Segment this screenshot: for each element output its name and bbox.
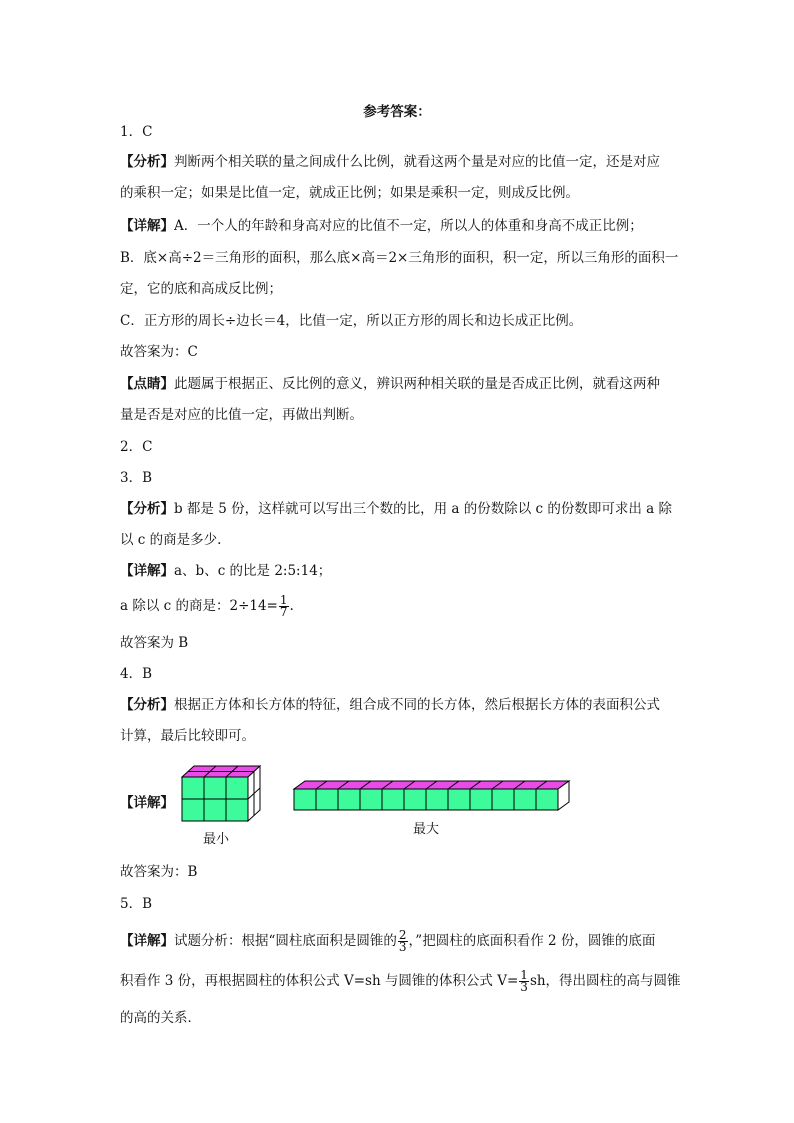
detail-tag: 【详解】: [120, 933, 174, 949]
detail-tag: 【详解】: [120, 218, 174, 234]
analysis-text: 根据正方体和长方体的特征，组合成不同的长方体，然后根据长方体的表面积公式: [174, 697, 660, 713]
remark-1-cont: 量是否是对应的比值一定，再做出判断。: [120, 407, 363, 423]
conclusion-4: 故答案为：B: [120, 864, 198, 880]
fraction-numerator: 1: [520, 968, 528, 982]
analysis-1-cont: 的乘积一定；如果是比值一定，就成正比例；如果是乘积一定，则成反比例。: [120, 185, 579, 201]
fraction-one-third: [519, 970, 529, 993]
analysis-3-cont: 以 c 的商是多少.: [120, 532, 222, 548]
fraction-numerator: 1: [279, 593, 288, 607]
conclusion-1: 故答案为：C: [120, 344, 198, 360]
detail-text: 试题分析：根据“圆柱底面积是圆锥的: [174, 933, 397, 949]
analysis-text: b 都是 5 份，这样就可以写出三个数的比，用 a 的份数除以 c 的份数即可求出 a 除: [174, 501, 673, 517]
smallest-caption: 最小: [203, 832, 230, 847]
smallest-box-figure: [178, 762, 278, 822]
analysis-4: [120, 695, 680, 715]
analysis-3: [120, 499, 680, 519]
fraction-denominator: 3: [520, 980, 528, 994]
answer-5: 5．B: [120, 896, 153, 912]
conclusion-3: 故答案为 B: [120, 635, 189, 651]
fraction-numerator: 2: [398, 928, 407, 942]
detail-5-end: 的高的关系．: [120, 1010, 201, 1026]
detail-text: a、b、c 的比是 2:5:14；: [174, 563, 332, 579]
detail-1-b-cont: 定，它的底和高成反比例；: [120, 281, 282, 297]
analysis-tag: 【分析】: [120, 697, 174, 713]
analysis-1: [120, 152, 680, 172]
largest-caption: 最大: [413, 822, 440, 837]
fraction-two-thirds: [398, 930, 408, 953]
detail-3-quotient: [120, 595, 680, 618]
period: .: [289, 598, 294, 614]
detail-3: [120, 561, 680, 581]
analysis-tag: 【分析】: [120, 501, 174, 517]
quotient-text: a 除以 c 的商是：2÷14=: [120, 598, 278, 614]
detail-1: [120, 216, 680, 236]
page-title: 参考答案：: [363, 104, 431, 120]
detail-5-cont: [120, 970, 680, 993]
detail-text-cont: sh，得出圆柱的高与圆锥: [529, 973, 681, 989]
fraction-one-seventh: [279, 595, 289, 618]
answer-2: 2．C: [120, 439, 153, 455]
analysis-text: 判断两个相关联的量之间成什么比例，就看这两个量是对应的比值一定，还是对应: [174, 154, 660, 170]
detail-1-c: C．正方形的周长÷边长＝4，比值一定，所以正方形的周长和边长成正比例。: [120, 313, 583, 329]
detail-5: [120, 930, 680, 953]
fraction-denominator: 7: [279, 605, 288, 619]
detail-1-b: B．底×高÷2＝三角形的面积，那么底×高＝2×三角形的面积，积一定，所以三角形的面积一: [120, 250, 679, 266]
remark-1: [120, 374, 680, 394]
answer-1: 1．C: [120, 124, 153, 140]
detail-tag: 【详解】: [120, 563, 174, 579]
fraction-denominator: 3: [398, 940, 407, 954]
answer-3: 3．B: [120, 470, 153, 486]
remark-tag: 【点睛】: [120, 376, 174, 392]
analysis-tag: 【分析】: [120, 154, 174, 170]
detail-text-cont: ，”把圆柱的底面积看作 2 份，圆锥的底面: [408, 933, 656, 949]
detail-text: 积看作 3 份，再根据圆柱的体积公式 V=sh 与圆锥的体积公式 V=: [120, 973, 519, 989]
detail-tag: 【详解】: [120, 795, 174, 811]
largest-box-figure: [290, 778, 590, 818]
detail-text: A．一个人的年龄和身高对应的比值不一定，所以人的体重和身高不成正比例；: [174, 218, 643, 234]
analysis-4-cont: 计算，最后比较即可。: [120, 728, 255, 744]
answer-4: 4．B: [120, 666, 153, 682]
remark-text: 此题属于根据正、反比例的意义，辨识两种相关联的量是否成正比例，就看这两种: [174, 376, 660, 392]
